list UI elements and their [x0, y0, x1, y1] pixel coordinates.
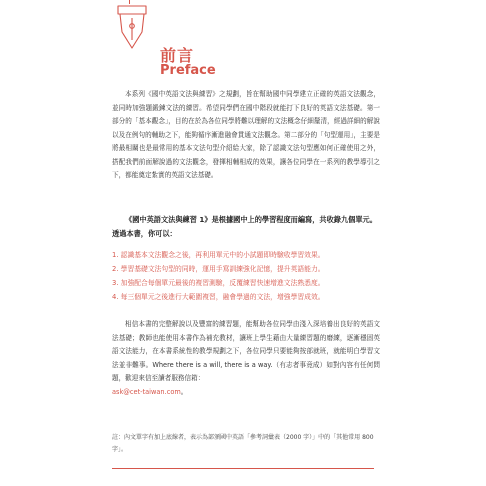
benefits-list	[112, 248, 380, 304]
bottom-divider	[112, 468, 374, 469]
list-item: 3. 加強配合每個單元最後的複習測驗，反覆練習快速增進文法熟悉度。	[112, 279, 325, 287]
page-title-chinese: 前言	[160, 46, 195, 65]
preface-paragraph-2	[112, 318, 380, 399]
paragraph-2-end: 。	[180, 387, 188, 396]
service-email-link[interactable]: ask@cet-taiwan.com	[112, 387, 181, 396]
book-intro: 《國中英語文法與練習 1》是根據國中上的學習程度而編寫，共收錄九個單元。透過本書，你可以：	[112, 215, 377, 238]
list-item: 2. 學習基礎文法句型的同時，運用手寫訓練強化記憶，提升英語能力。	[112, 265, 325, 273]
footnote: 註：內文單字有加上底線者，表示為部頒國中英語「參考詞彙表（2000 字）」中的「其他常用 800 字」。	[112, 434, 374, 453]
fountain-pen-nib-icon	[112, 2, 152, 52]
preface-paragraph-1: 本系列《國中英語文法與練習》之規劃，旨在幫助國中同學建立正確的英語文法觀念，並同時加強題鍛鍊文法的練習。希望同學們在國中階段就能打下良好的英語文法基礎。第一部分的「基本觀念」，目的在於為各位同學將難以理解的文法概念仔細釐清，經過詳細的解說以及在例句的輔助之下，能夠循序漸進融會貫通文法觀念。第二部分的「句型運用」，主要是將最相關也是最常用的基本文法句型介紹給大家，除了認識文法句型應如何正確使用之外，搭配我們前面解說過的文法觀念，發揮相輔相成的效果，讓各位同學在一系列的教學導引之下，都能奠定紮實的英語文法基礎。	[112, 90, 380, 179]
list-item: 1. 認識基本文法觀念之後，再利用單元中的小試題即時驗收學習效果。	[112, 251, 325, 259]
paragraph-2-text: 相信本書的完整解說以及豐富的練習題，能幫助各位同學由淺入深培養出良好的英語文法基礎；教師也能使用本書作為補充教材，讓班上學生藉由大量練習題的磨練，逐漸穩固英語文法能力，在本書系統性的教學規劃之下，各位同學只要能夠按部就班，就能明白學習文法並非難事。Where there is a will, there is a way.（有志者事竟成）如對內容有任何問題，歡迎來信至讀者服務信箱：	[112, 320, 380, 382]
list-item: 4. 每三個單元之後進行大範圍複習，融會學過的文法，增強學習成效。	[112, 293, 325, 301]
page-title-english: Preface	[160, 63, 216, 78]
